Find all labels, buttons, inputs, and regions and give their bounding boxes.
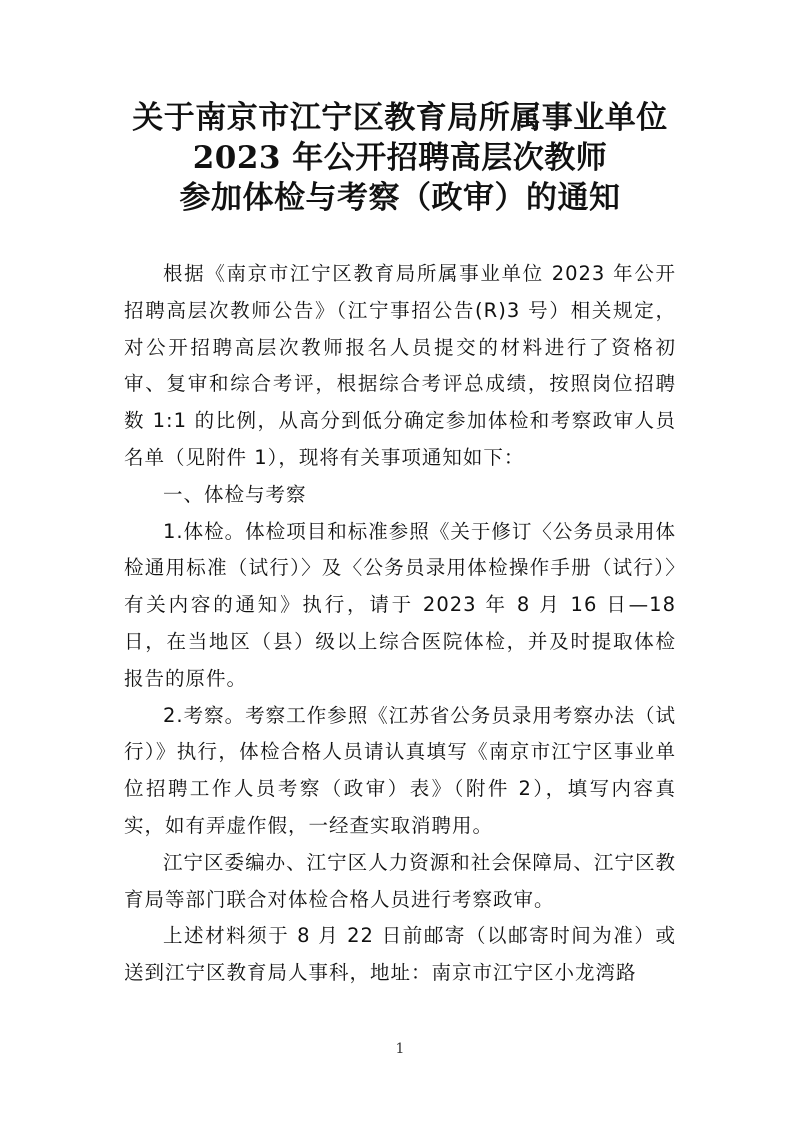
title-line-1: 关于南京市江宁区教育局所属事业单位 [132,100,668,136]
title-line-3: 参加体检与考察（政审）的通知 [179,180,621,216]
intro-paragraph: 根据《南京市江宁区教育局所属事业单位 2023 年公开招聘高层次教师公告》（江宁事招公告(R)3 号）相关规定，对公开招聘高层次教师报名人员提交的材料进行了资格初审、复审和综合考评，根据综合考评总成绩，按照岗位招聘数 1:1 的比例，从高分到低分确定参加体检和考察政审人员名单（见附件 1），现将有关事项通知如下： [124,262,676,469]
title-line-2: 2023 年公开招聘高层次教师 [192,140,608,176]
joint-inspection-paragraph: 江宁区委编办、江宁区人力资源和社会保障局、江宁区教育局等部门联合对体检合格人员进行考察政审。 [124,850,676,911]
page-number: 1 [395,1041,405,1057]
health-check-paragraph: 1.体检。体检项目和标准参照《关于修订〈公务员录用体检通用标准（试行）〉及〈公务员录用体检操作手册（试行）〉有关内容的通知》执行，请于 2023 年 8 月 16 日—18 日，在当地区（县）级以上综合医院体检，并及时提取体检报告的原件。 [124,519,676,690]
document-title [0,98,800,218]
inspection-paragraph: 2.考察。考察工作参照《江苏省公务员录用考察办法（试行）》执行，体检合格人员请认真填写《南京市江宁区事业单位招聘工作人员考察（政审）表》（附件 2），填写内容真实，如有弄虚作假，一经查实取消聘用。 [124,703,676,837]
submission-paragraph: 上述材料须于 8 月 22 日前邮寄（以邮寄时间为准）或送到江宁区教育局人事科，地址：南京市江宁区小龙湾路 [124,924,676,985]
section-heading-health-check: 一、体检与考察 [163,482,307,506]
document-body [124,256,676,992]
